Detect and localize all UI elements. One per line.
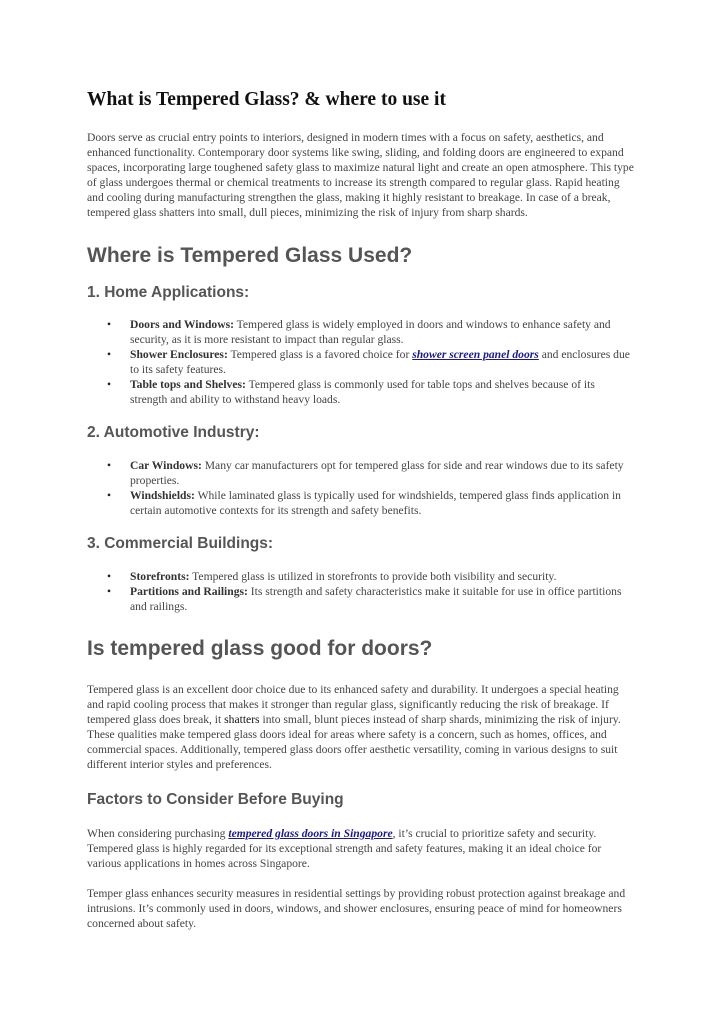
doors-paragraph (87, 682, 635, 772)
list-item (107, 488, 635, 518)
singapore-doors-link[interactable]: tempered glass doors in Singapore (228, 827, 393, 840)
page-title: What is Tempered Glass? & where to use it (87, 89, 446, 110)
document-page (87, 88, 635, 931)
heading-home-applications: 1. Home Applications: (87, 284, 250, 301)
item-text: Tempered glass is widely employed in doors and windows to enhance safety and security, as it is more resistant to impact than regular glass. (130, 318, 611, 346)
bullet-icon: • (107, 348, 112, 361)
item-text: and enclosures due to its safety features. (130, 348, 630, 376)
highlight-word: shatters (224, 713, 260, 726)
bullet-icon: • (107, 378, 112, 391)
item-term: Windshields: (130, 489, 195, 502)
heading-commercial: 3. Commercial Buildings: (87, 535, 274, 552)
heading-where-used: Where is Tempered Glass Used? (87, 244, 413, 267)
item-text: While laminated glass is typically used for windshields, tempered glass finds application in certain automotive contexts for its strength and safety benefits. (130, 489, 621, 517)
heading-automotive: 2. Automotive Industry: (87, 424, 260, 441)
item-text: Many car manufacturers opt for tempered glass for side and rear windows due to its safety properties. (130, 459, 624, 487)
list-item (107, 458, 635, 488)
item-term: Car Windows: (130, 459, 202, 472)
intro-paragraph: Doors serve as crucial entry points to interiors, designed in modern times with a focus on safety, aesthetics, and enhanced functionality. Contemporary door systems like swing, sliding, and folding doors are engineered to expand spaces, incorporating large toughened safety glass to maximize natural light and create an open atmosphere. This type of glass undergoes thermal or chemical treatments to increase its strength compared to regular glass. Rapid heating and cooling during manufacturing strengthen the glass, making it highly resistant to breakage. In case of a break, tempered glass shatters into small, dull pieces, minimizing the risk of injury from sharp shards. (87, 131, 634, 219)
heading-doors: Is tempered glass good for doors? (87, 637, 433, 660)
text-run: When considering purchasing (87, 827, 229, 840)
bullet-icon: • (107, 318, 112, 331)
bullet-icon: • (107, 585, 112, 598)
list-item (107, 317, 635, 347)
commercial-list (87, 569, 635, 614)
text-run: , it’s crucial to prioritize safety and security. Tempered glass is highly regarded for its exceptional strength and safety features, making it an ideal choice for various applications in homes across Singapore. (87, 827, 602, 870)
text-run: Tempered glass is an excellent door choice due to its enhanced safety and durability. It undergoes a special heating and rapid cooling process that makes it stronger than regular glass, significantly reducing the risk of breakage. If tempered glass does break, it (87, 683, 619, 726)
factors-paragraph-1 (87, 826, 635, 871)
item-text: Tempered glass is commonly used for table tops and shelves because of its strength and ability to withstand heavy loads. (130, 378, 595, 406)
item-term: Doors and Windows: (130, 318, 234, 331)
item-term: Shower Enclosures: (130, 348, 228, 361)
bullet-icon: • (107, 489, 112, 502)
item-text: Tempered glass is utilized in storefronts to provide both visibility and security. (189, 570, 557, 583)
heading-factors: Factors to Consider Before Buying (87, 791, 344, 808)
home-applications-list (87, 317, 635, 407)
list-item (107, 377, 635, 407)
text-run: into small, blunt pieces instead of sharp shards, minimizing the risk of injury. These qualities make tempered glass doors ideal for areas where safety is a concern, such as homes, offices, and commercial spaces. Additionally, tempered glass doors offer aesthetic versatility, coming in various designs to suit different interior styles and preferences. (87, 713, 621, 771)
factors-paragraph-2: Temper glass enhances security measures in residential settings by providing robust protection against breakage and intrusions. It’s commonly used in doors, windows, and shower enclosures, ensuring peace of mind for homeowners concerned about safety. (87, 887, 626, 930)
item-term: Table tops and Shelves: (130, 378, 246, 391)
item-term: Storefronts: (130, 570, 190, 583)
item-term: Partitions and Railings: (130, 585, 248, 598)
automotive-list (87, 458, 635, 518)
item-text: Tempered glass is a favored choice for (227, 348, 413, 361)
item-text: Its strength and safety characteristics make it suitable for use in office partitions and railings. (130, 585, 622, 613)
shower-screen-link[interactable]: shower screen panel doors (412, 348, 539, 361)
list-item (107, 347, 635, 377)
bullet-icon: • (107, 459, 112, 472)
list-item (107, 584, 635, 614)
list-item (107, 569, 635, 584)
bullet-icon: • (107, 570, 112, 583)
